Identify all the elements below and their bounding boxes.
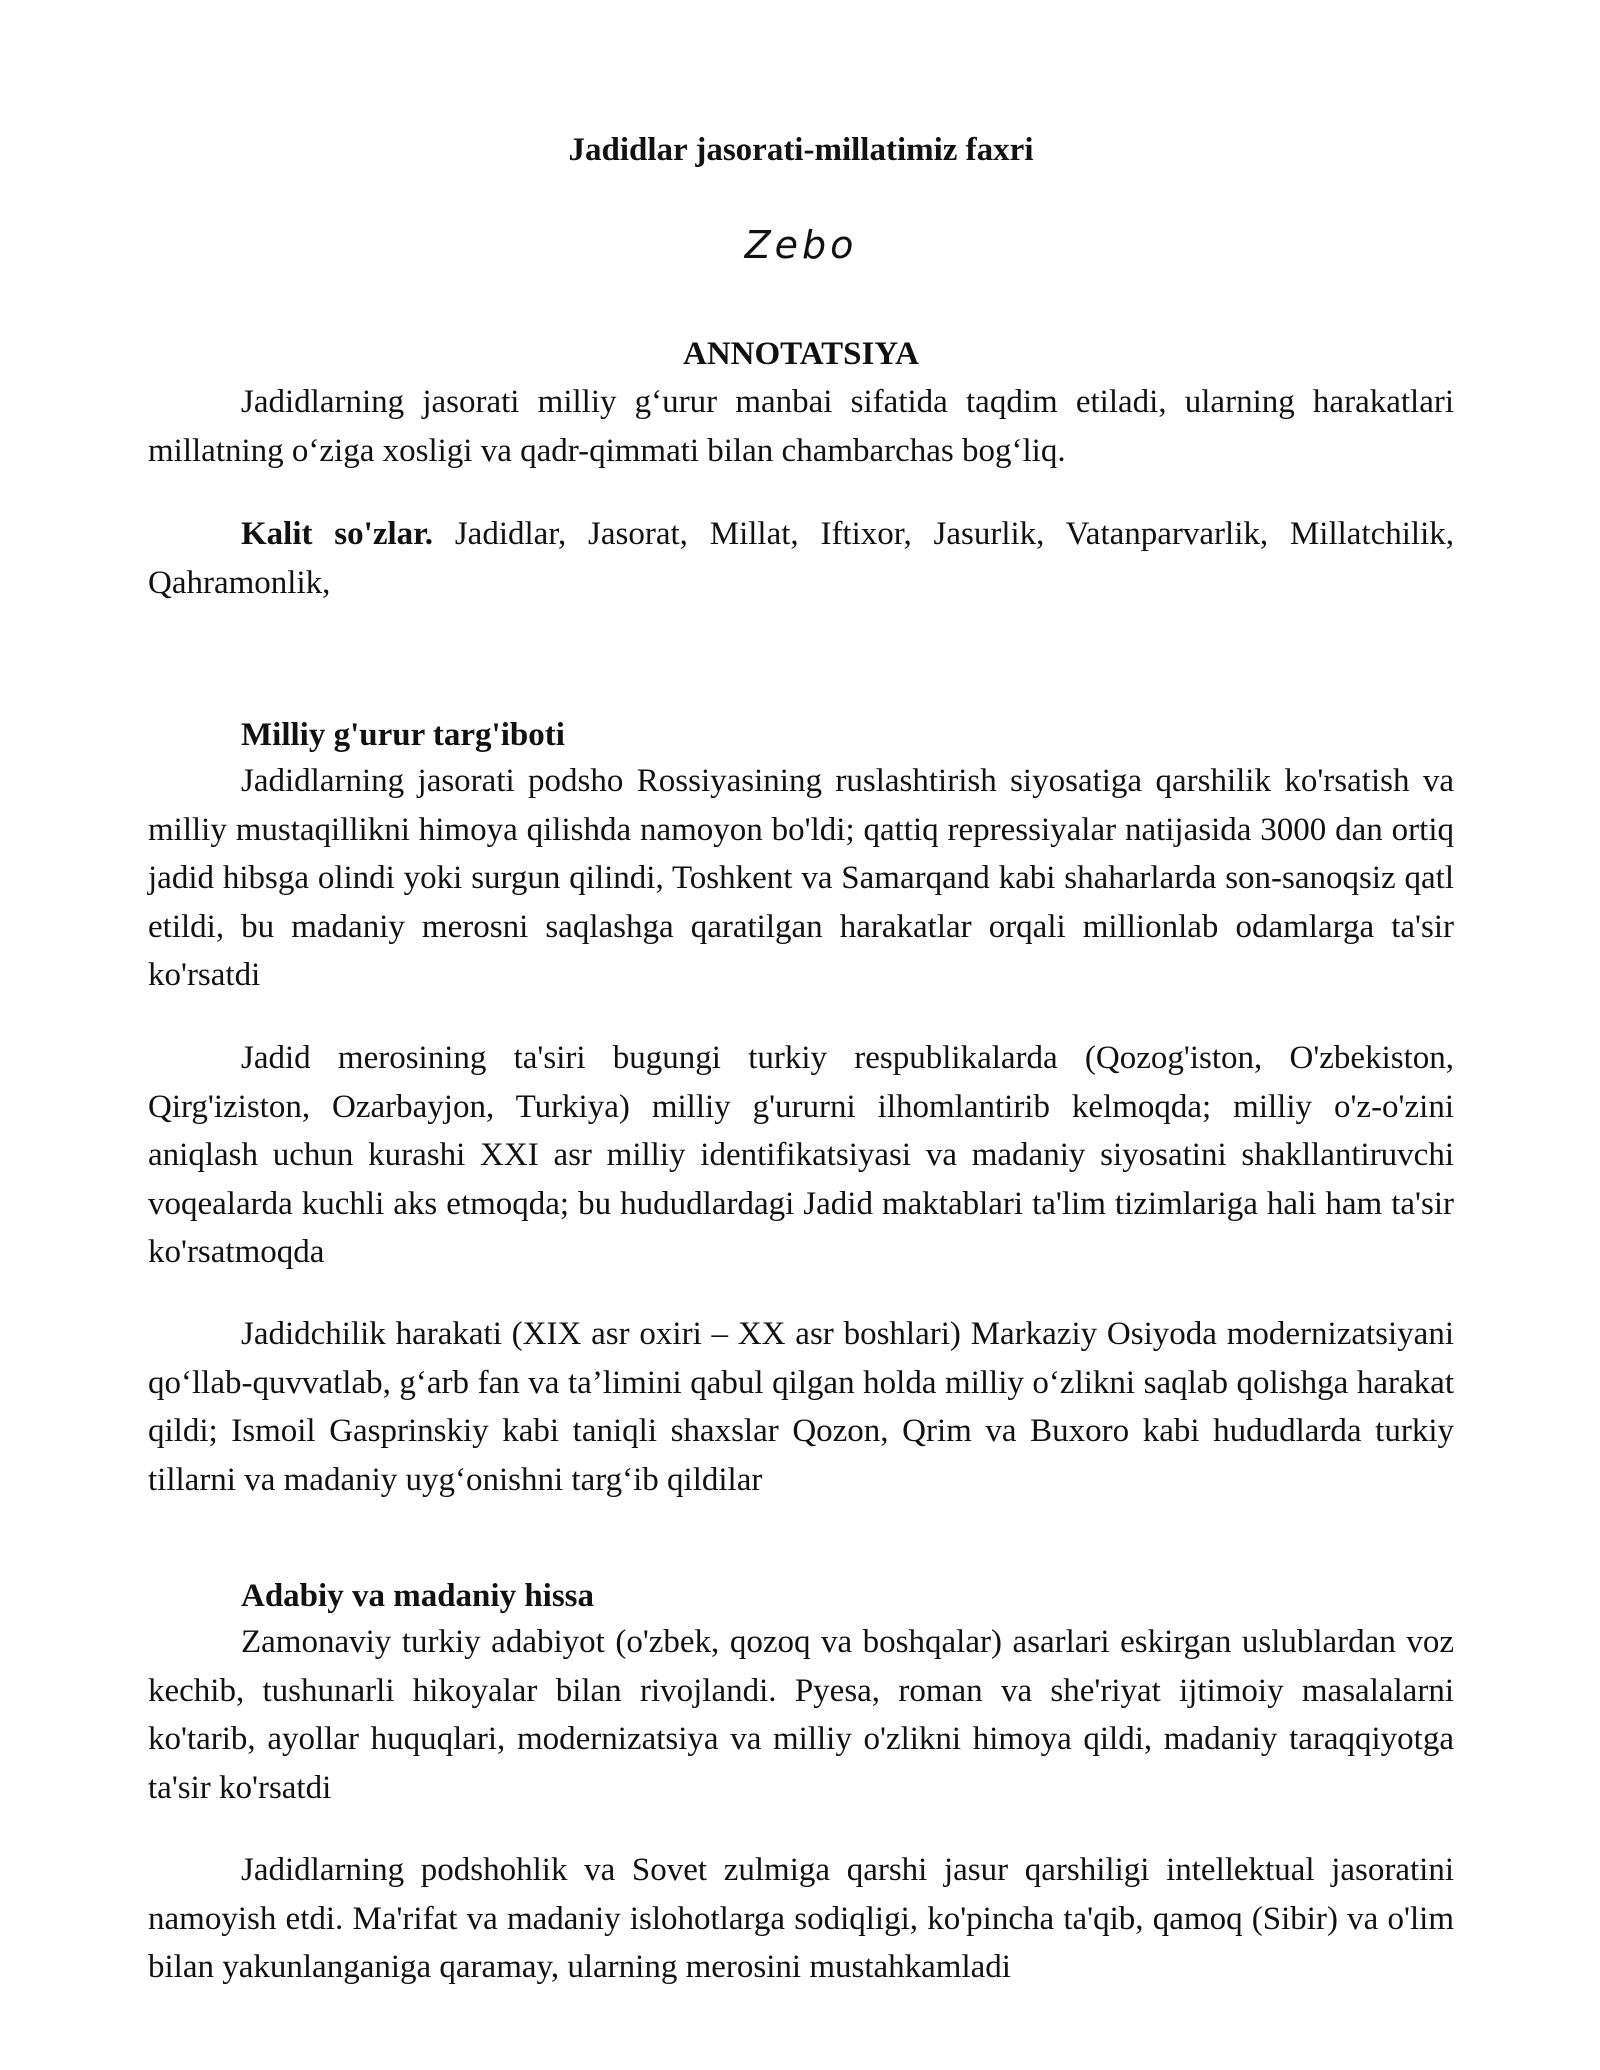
keywords-label: Kalit so'zlar. xyxy=(241,516,434,552)
body-paragraph: Zamonaviy turkiy adabiyot (o'zbek, qozoq va boshqalar) asarlari eskirgan uslublardan voz kechib, tushunarli hikoyalar bilan rivojlandi. Pyesa, roman va she'riyat ijtimoiy masalalarni ko'tarib, ayollar huquqlari, modernizatsiya va milliy o'zlikni himoya qildi, madaniy taraqqiyotga ta'sir ko'rsatdi xyxy=(148,1624,1454,1806)
section-heading: Adabiy va madaniy hissa xyxy=(241,1578,595,1614)
section-heading: Milliy g'urur targ'iboti xyxy=(241,717,565,753)
keywords-paragraph xyxy=(148,510,1454,607)
author-name: Zebo xyxy=(744,223,858,267)
annotation-paragraph: Jadidlarning jasorati milliy g‘urur manbai sifatida taqdim etiladi, ularning harakatlari millatning o‘ziga xosligi va qadr-qimmati bilan chambarchas bog‘liq. xyxy=(148,384,1454,469)
body-paragraph: Jadidlarning podshohlik va Sovet zulmiga qarshi jasur qarshiligi intellektual jasoratini namoyish etdi. Ma'rifat va madaniy islohotlarga sodiqligi, ko'pincha ta'qib, qamoq (Sibir) va o'lim bilan yakunlanganiga qaramay, ularning merosini mustahkamladi xyxy=(148,1852,1454,1985)
annotation-heading: ANNOTATSIYA xyxy=(683,336,919,372)
body-paragraph: Jadidchilik harakati (XIX asr oxiri – XX asr boshlari) Markaziy Osiyoda modernizatsiyani qo‘llab-quvvatlab, g‘arb fan va ta’limini qabul qilgan holda milliy o‘zlikni saqlab qolishga harakat qildi; Ismoil Gasprinskiy kabi taniqli shaxslar Qozon, Qrim va Buxoro kabi hududlarda turkiy tillarni va madaniy uyg‘onishni targ‘ib qildilar xyxy=(148,1316,1454,1498)
body-paragraph: Jadidlarning jasorati podsho Rossiyasining ruslashtirish siyosatiga qarshilik ko'rsatish va milliy mustaqillikni himoya qilishda namoyon bo'ldi; qattiq repressiyalar natijasida 3000 dan ortiq jadid hibsga olindi yoki surgun qilindi, Toshkent va Samarqand kabi shaharlarda son-sanoqsiz qatl etildi, bu madaniy merosni saqlashga qaratilgan harakatlar orqali millionlab odamlarga ta'sir ko'rsatdi xyxy=(148,763,1454,993)
keywords-list: Jadidlar, Jasorat, Millat, Iftixor, Jasurlik, Vatanparvarlik, Millatchilik, Qahramonlik, xyxy=(148,516,1454,601)
document-title: Jadidlar jasorati-millatimiz faxri xyxy=(568,132,1034,168)
body-paragraph: Jadid merosining ta'siri bugungi turkiy respublikalarda (Qozog'iston, O'zbekiston, Qirg'iziston, Ozarbayjon, Turkiya) milliy g'ururni ilhomlantirib kelmoqda; milliy o'z-o'zini aniqlash uchun kurashi XXI asr milliy identifikatsiyasi va madaniy siyosatini shakllantiruvchi voqealarda kuchli aks etmoqda; bu hududlardagi Jadid maktablari ta'lim tizimlariga hali ham ta'sir ko'rsatmoqda xyxy=(148,1040,1454,1270)
